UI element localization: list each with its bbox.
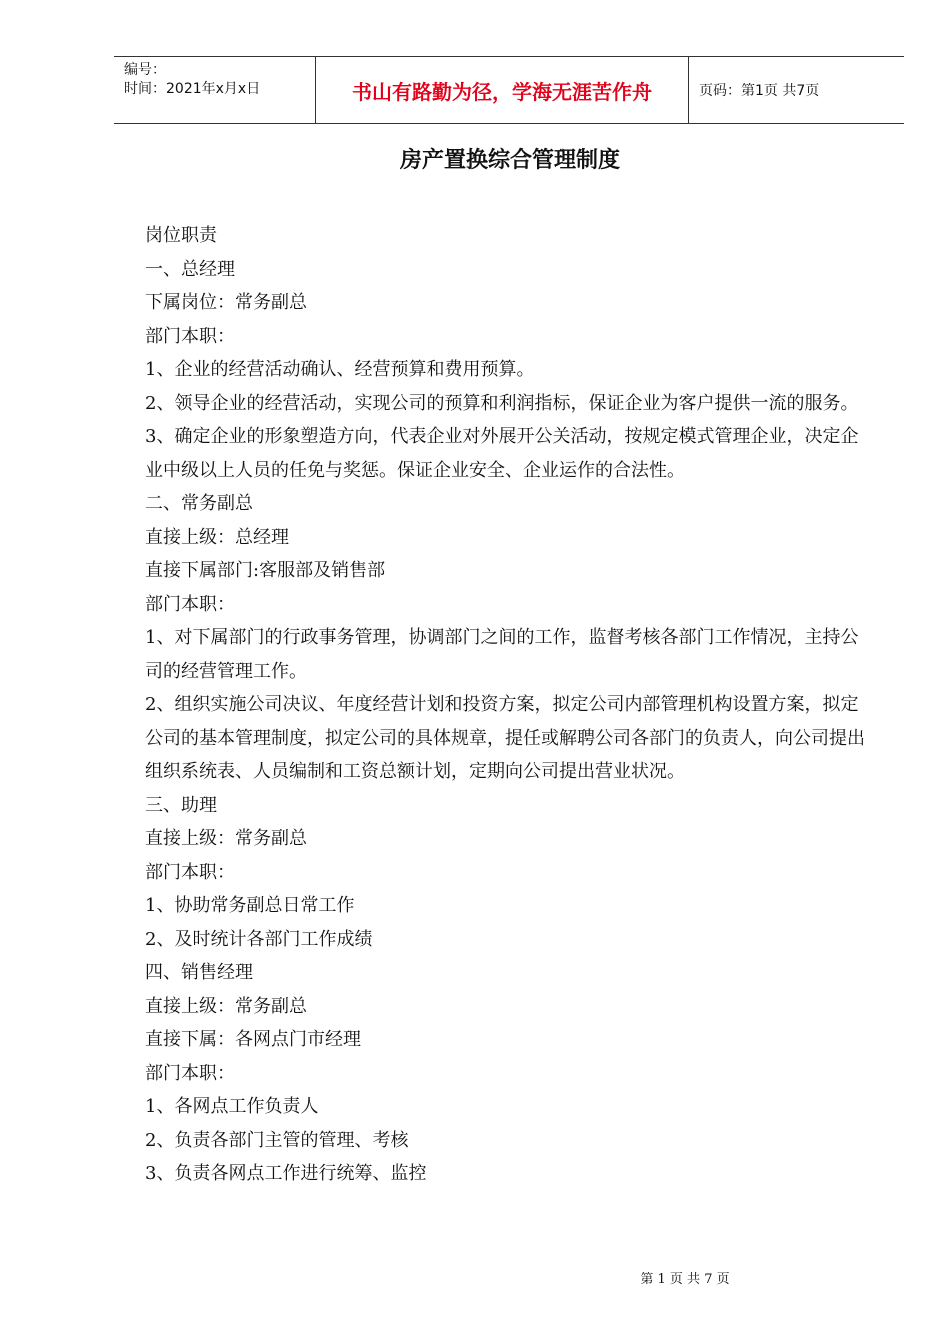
body-line: 部门本职： <box>145 861 235 883</box>
body-line: 部门本职： <box>145 593 235 615</box>
body-line: 直接下属：各网点门市经理 <box>145 1029 361 1050</box>
body-line: 1、对下属部门的行政事务管理，协调部门之间的工作，监督考核各部门工作情况，主持公司的经营管理工作。 <box>145 627 859 682</box>
number-label: 编号： <box>124 62 166 78</box>
body-line: 四、销售经理 <box>145 962 253 983</box>
body-line: 直接上级：常务副总 <box>145 828 307 849</box>
body-line: 三、助理 <box>145 794 217 816</box>
body-line: 2、组织实施公司决议、年度经营计划和投资方案，拟定公司内部管理机构设置方案，拟定公司的基本管理制度，拟定公司的具体规章，提任或解聘公司各部门的负责人，向公司提出组织系统表、人员编制和工资总额计划，定期向公司提出营业状况。 <box>145 694 865 782</box>
body-line: 1、协助常务副总日常工作 <box>145 895 355 916</box>
document-header <box>114 56 904 124</box>
body-line: 部门本职： <box>145 325 235 347</box>
body-line: 2、领导企业的经营活动，实现公司的预算和利润指标，保证企业为客户提供一流的服务。 <box>145 392 859 414</box>
body-line: 二、常务副总 <box>145 493 253 514</box>
header-meta <box>114 57 316 123</box>
body-line: 部门本职： <box>145 1062 235 1084</box>
document-body <box>145 219 875 1191</box>
body-line: 下属岗位：常务副总 <box>145 292 307 313</box>
body-line: 直接上级：常务副总 <box>145 995 307 1017</box>
body-line: 一、总经理 <box>145 258 235 280</box>
body-line: 直接上级：总经理 <box>145 526 289 548</box>
body-line: 2、及时统计各部门工作成绩 <box>145 928 373 950</box>
body-line: 3、确定企业的形象塑造方向，代表企业对外展开公关活动，按规定模式管理企业，决定企业中级以上人员的任免与奖惩。保证企业安全、企业运作的合法性。 <box>145 426 859 481</box>
header-page-label: 页码：第1页 共7页 <box>699 83 820 99</box>
body-line: 1、各网点工作负责人 <box>145 1096 319 1117</box>
body-line: 1、企业的经营活动确认、经营预算和费用预算。 <box>145 359 535 380</box>
body-line: 岗位职责 <box>145 225 217 246</box>
body-line: 直接下属部门:客服部及销售部 <box>145 560 386 581</box>
header-motto: 书山有路勤为径，学海无涯苦作舟 <box>316 57 689 123</box>
time-label: 时间：2021年x月x日 <box>124 81 261 97</box>
body-line: 3、负责各网点工作进行统筹、监控 <box>145 1163 427 1184</box>
body-line: 2、负责各部门主管的管理、考核 <box>145 1129 409 1151</box>
page-footer: 第 1 页 共 7 页 <box>640 1272 730 1287</box>
document-title: 房产置换综合管理制度 <box>399 148 620 173</box>
